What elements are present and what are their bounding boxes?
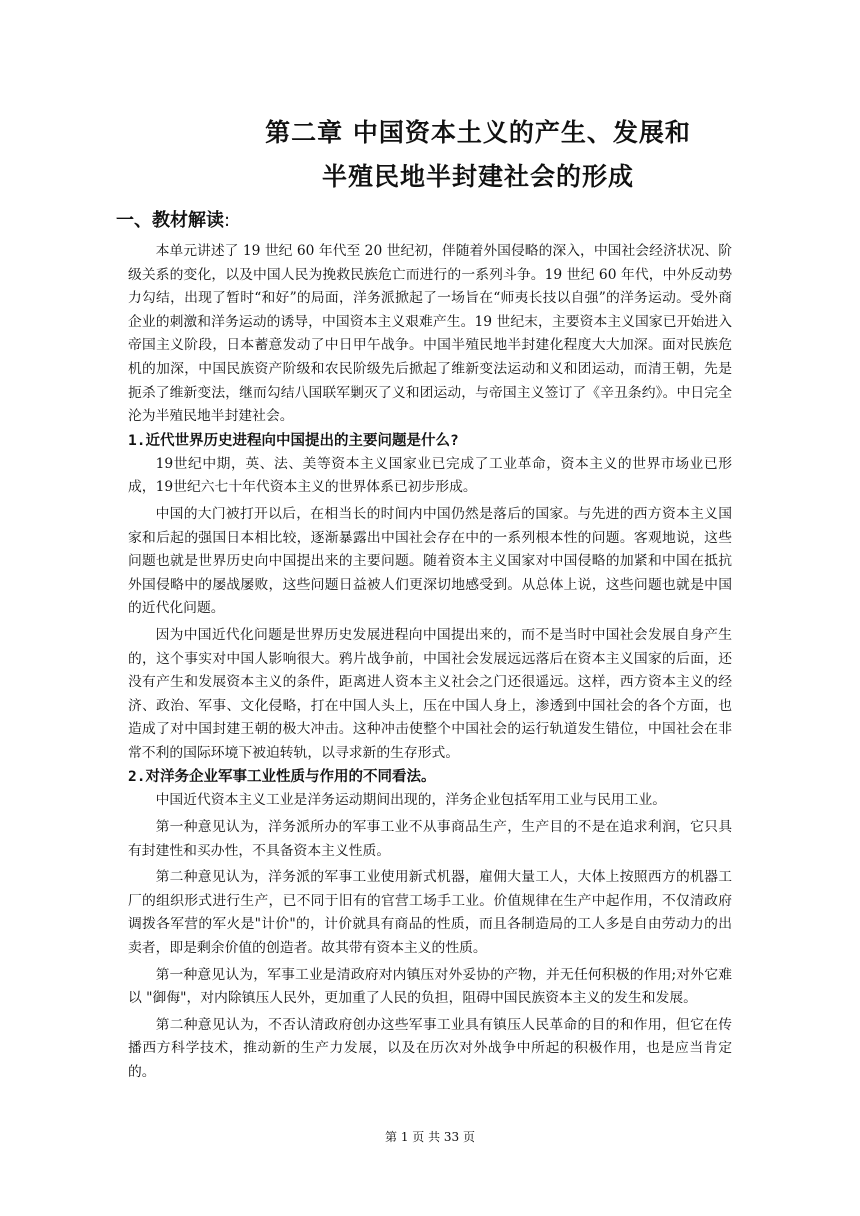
q2-paragraph: 第一种意见认为，军事工业是清政府对内镇压对外妥协的产物，并无任何积极的作用;对外它难以 "御侮"，对内除镇压人民外，更加重了人民的负担，阻碍中国民族资本主义的发生和发展。 (128, 966, 732, 1007)
q2-paragraph: 第二种意见认为，洋务派的军事工业使用新式机器，雇佣大量工人，大体上按照西方的机器工厂的组织形式进行生产，已不同于旧有的官营工场手工业。价值规律在生产中起作用，不仅清政府调拨各军营的军火是"计价"的，计价就具有商品的性质，而且各制造局的工人多是自由劳动力的出卖者，即是剩余价值的创造者。故其带有资本主义的性质。 (128, 869, 732, 957)
intro-paragraph: 本单元讲述了 19 世纪 60 年代至 20 世纪初，伴随着外国侵略的深入，中国社会经济状况、阶级关系的变化，以及中国人民为挽救民族危亡而进行的一系列斗争。19 世纪 60 年代，中外反动势力勾结，出现了暂时“和好”的局面，洋务派掀起了一场旨在“师夷长技以自强”的洋务运动。受外商企业的刺激和洋务运动的诱导，中国资本主义艰难产生。19 世纪末，主要资本主义国家已开始进入帝国主义阶段，日本蓄意发动了中日甲午战争。中国半殖民地半封建化程度大大加深。面对民族危机的加深，中国民族资产阶级和农民阶级先后掀起了维新变法运动和义和团运动，而清王朝，先是扼杀了维新变法，继而勾结八国联军剿灭了义和团运动，与帝国主义签订了《辛丑条约》。中日完全沦为半殖民地半封建社会。 (128, 243, 732, 425)
question-1-heading: 1.近代世界历史进程向中国提出的主要问题是什么? (128, 432, 459, 449)
page-footer: 第 1 页 共 33 页 (385, 1130, 475, 1144)
question-2-heading: 2.对洋务企业军事工业性质与作用的不同看法。 (128, 769, 436, 786)
chapter-title-line-1: 第二章 中国资本土义的产生、发展和 (265, 118, 691, 147)
section-title: 一、教材解读 (116, 210, 224, 231)
q1-paragraph: 19世纪中期，英、法、美等资本主义国家业已完成了工业革命，资本主义的世界市场业已形成，19世纪六七十年代资本主义的世界体系已初步形成。 (128, 455, 732, 496)
q2-paragraph: 第二种意见认为，不否认清政府创办这些军事工业具有镇压人民革命的目的和作用，但它在传播西方科学技术，推动新的生产力发展，以及在历次对外战争中所起的积极作用，也是应当肯定的。 (128, 1016, 732, 1080)
chapter-title-line-2: 半殖民地半封建社会的形成 (321, 162, 634, 191)
q2-paragraph: 中国近代资本主义工业是洋务运动期间出现的，洋务企业包括军用工业与民用工业。 (155, 792, 667, 809)
document-body (128, 240, 732, 1085)
section-heading (116, 206, 230, 232)
section-colon: : (224, 210, 231, 231)
q1-paragraph: 因为中国近代化问题是世界历史发展进程向中国提出来的，而不是当时中国社会发展自身产生的，这个事实对中国人影响很大。鸦片战争前，中国社会发展远远落后在资本主义国家的后面，还没有产生和发展资本主义的条件，距离进人资本主义社会之门还很遥远。这样，西方资本主义的经济、政治、军事、文化侵略，打在中国人头上，压在中国人身上，渗透到中国社会的各个方面，也造成了对中国封建王朝的极大冲击。这种冲击使整个中国社会的运行轨道发生错位，中国社会在非常不利的国际环境下被迫转轨，以寻求新的生存形式。 (128, 626, 732, 761)
q2-paragraph: 第一种意见认为，洋务派所办的军事工业不从事商品生产，生产目的不是在追求利润，它只具有封建性和买办性，不具备资本主义性质。 (128, 819, 732, 859)
q1-paragraph: 中国的大门被打开以后，在相当长的时间内中国仍然是落后的国家。与先进的西方资本主义国家和后起的强国日本相比较，逐渐暴露出中国社会存在中的一系列根本性的问题。客观地说，这些问题也就是世界历史向中国提出来的主要问题。随着资本主义国家对中国侵略的加紧和中国在抵抗外国侵略中的屡战屡败，这些问题日益被人们更深切地感受到。从总体上说，这些问题也就是中国的近代化问题。 (128, 505, 732, 617)
